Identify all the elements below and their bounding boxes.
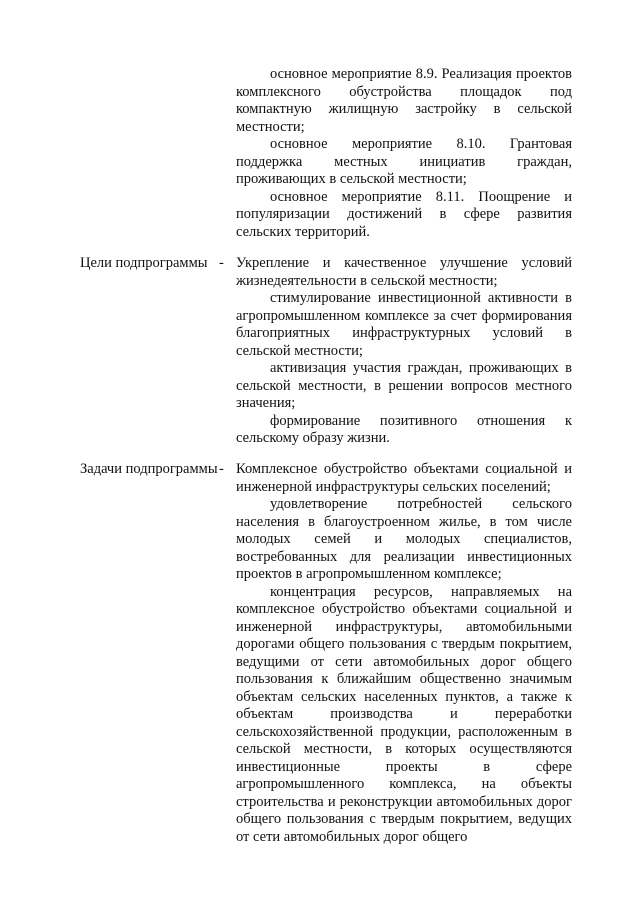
activities-content	[236, 66, 572, 241]
activity-8-11-paragraph: основное мероприятие 8.11. Поощрение и популяризации достижений в сфере развития сельских территорий.	[236, 188, 572, 240]
activity-8-10-paragraph: основное мероприятие 8.10. Грантовая поддержка местных инициатив граждан, проживающих в сельской местности;	[236, 136, 572, 187]
goals-dash: -	[219, 255, 224, 271]
goals-label: Цели подпрограммы	[80, 255, 208, 271]
activity-8-9-paragraph: основное мероприятие 8.9. Реализация проектов комплексного обустройства площадок под компактную жилищную застройку в сельской местности;	[236, 66, 572, 135]
goal-paragraph: Укрепление и качественное улучшение условий жизнедеятельности в сельской местности;	[236, 255, 572, 289]
task-paragraph: концентрация ресурсов, направляемых на комплексное обустройство объектами социальной и инженерной инфраструктуры, автомобильными дорогами общего пользования с твердым покрытием, ведущими от сети автомобильных дорог общего пользования к ближайшим общественно значимым объектам сельских населенных пунктов, а также к объектам производства и переработки сельскохозяйственной продукции, расположенным в сельской местности, в которых осуществляются инвестиционные проекты в сфере агропромышленного комплекса, на объекты строительства и реконструкции автомобильных дорог общего пользования с твердым покрытием, ведущих от сети автомобильных дорог общего	[236, 583, 572, 845]
task-paragraph: удовлетворение потребностей сельского населения в благоустроенном жилье, в том числе молодых семей и молодых специалистов, востребованных для реализации инвестиционных проектов в агропромышленном комплексе;	[236, 496, 572, 582]
task-paragraph: Комплексное обустройство объектами социальной и инженерной инфраструктуры сельских поселений;	[236, 461, 572, 495]
goal-paragraph: формирование позитивного отношения к сельскому образу жизни.	[236, 412, 572, 446]
tasks-dash: -	[219, 461, 224, 477]
tasks-content	[236, 461, 572, 846]
goals-content	[236, 255, 572, 448]
tasks-label: Задачи подпрограммы	[80, 461, 218, 477]
goal-paragraph: активизация участия граждан, проживающих в сельской местности, в решении вопросов местного значения;	[236, 360, 572, 411]
goal-paragraph: стимулирование инвестиционной активности в агропромышленном комплексе за счет формирования благоприятных инфраструктурных условий в сельской местности;	[236, 290, 572, 359]
